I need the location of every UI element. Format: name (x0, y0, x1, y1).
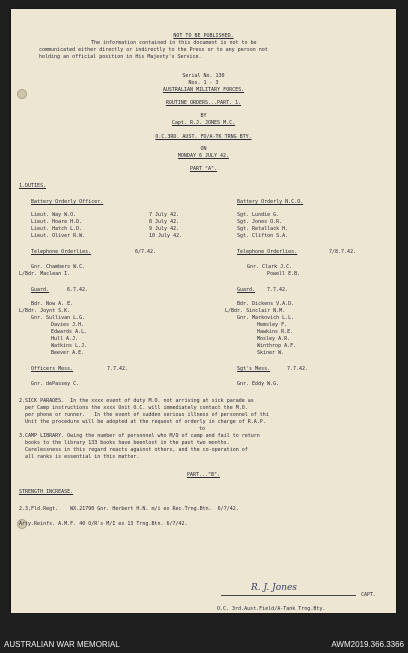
force-name: AUSTRALIAN MILITARY FORCES. (162, 87, 245, 93)
camp-library-text: 3.CAMP LIBRARY. Owing the number of personnel who M/O of camp and fail to return (19, 433, 260, 439)
notice-line: communicated either directly or indirectly to the Press or to any person not (39, 47, 268, 53)
officers-mess-date: 7.7.42. (107, 366, 129, 372)
mess-orderly: Gnr. dePassey C. (31, 381, 80, 387)
guard-member: Mosley A.R. (257, 336, 291, 342)
archive-footer (0, 614, 408, 653)
guard-member: L/Bdr. Joynt S.K. (19, 308, 71, 314)
guard-member: L/Bdr. Sinclair N.M. (225, 308, 286, 314)
duty-officer-date: 9 July 42. (149, 226, 180, 232)
serial-number: Serial No. 130 (182, 73, 225, 79)
signature-rank: CAPT. (361, 592, 377, 598)
sick-parades-text: per Camp instructions the xxxx Unit O.C. will immediately contact the M.O. (25, 405, 248, 411)
archive-reference: AWM2019.366.3366 (331, 640, 404, 649)
guard-member: Hull A.J. (51, 336, 79, 342)
by-label: BY (200, 113, 207, 119)
duty-officer-date: 8 July 42. (149, 219, 180, 225)
guard-member: Bdr. Now A. E. (31, 301, 74, 307)
part-a-heading: PART "A". (189, 166, 218, 172)
guard-member: Hawkins R.E. (257, 329, 294, 335)
guard-member: Skiner W. (257, 350, 285, 356)
duty-nco-name: Sgt. Lundie G. (237, 212, 280, 218)
on-label: ON (200, 146, 207, 152)
orderly-name: Gnr. Clark J.C. (247, 264, 293, 270)
telephone-orderlies-date: 6/7.42. (135, 249, 157, 255)
section-duties-title: 1.DUTIES. (19, 183, 47, 189)
signature-unit: O.C. 3rd.Aust.Field/A-Tank Trng.Bty. (217, 606, 326, 612)
telephone-orderlies-date: 7/8.7.42. (329, 249, 357, 255)
order-numbers: Nos. 1 - 3 (188, 80, 219, 86)
sergeants-mess-date: 7.7.42. (287, 366, 309, 372)
camp-library-text: books to the library 133 books have beenlost in the past two months. (25, 440, 230, 446)
mess-orderly: Gnr. Eddy W.G. (237, 381, 280, 387)
duty-officer-date: 7 July 42. (149, 212, 180, 218)
notice-line: holding an official position in His Majesty's Service. (39, 54, 202, 60)
orderly-name: Gnr. Chambers W.C. (31, 264, 86, 270)
guard-member: Davies J.H. (51, 322, 85, 328)
battery-orderly-nco-title: Battery Orderly N.C.O. (237, 199, 304, 205)
battery-orderly-officer-title: Battery Orderly Officer. (31, 199, 104, 205)
telephone-orderlies-title: Telephone Orderlies. (237, 249, 298, 255)
notice-line: The information contained in this document is not to be (91, 40, 257, 46)
handwritten-signature: R. J. Jones (251, 583, 297, 593)
duty-nco-name: Sgt. Clifton S.A. (237, 233, 289, 239)
duty-nco-name: Sgt. Retallack H. (237, 226, 289, 232)
guard-date: 7.7.42. (267, 287, 289, 293)
strength-increase-title: STRENGTH INCREASE. (19, 489, 74, 495)
duty-officer-name: Lieut. Hatch L.D. (31, 226, 83, 232)
camp-library-text: Carelessness in this regard reacts against others, and the co-operation of (25, 447, 248, 453)
sick-parades-text: Unit the procedure will be adopted at the request of orderly in charge of R.A.P. (25, 419, 266, 425)
camp-library-text: all ranks is essential in this matter. (25, 454, 140, 460)
duty-nco-name: Sgt. Jones O.R. (237, 219, 283, 225)
sergeants-mess-title: Sgt's Mess. (237, 366, 271, 372)
part-b-heading: PART..."B". (186, 472, 221, 478)
guard-title: Guard. (237, 287, 256, 293)
guard-member: Watkins L.J. (51, 343, 88, 349)
guard-member: Gnr. Sullivan L.G. (31, 315, 86, 321)
duty-officer-name: Lieut. Way W.O. (31, 212, 77, 218)
orders-title: ROUTINE ORDERS...PART. 1. (165, 100, 242, 106)
guard-member: Gnr. Markovich L.L. (237, 315, 295, 321)
document-page (11, 9, 396, 613)
guard-title: Guard. (31, 287, 50, 293)
sick-parades-text: 2.SICK PARADES. In the xxxx event of duty M.O. not arriving at sick parade as (19, 398, 254, 404)
sick-parades-text: per phone or runner. In the event of sudden serious illness of personnel of thi (25, 412, 269, 418)
signature-line (221, 595, 356, 596)
orderly-name: L/Bdr. Maclean I. (19, 271, 71, 277)
orderly-name: Powell E.B. (267, 271, 301, 277)
guard-member: Winthrop A.F. (257, 343, 297, 349)
guard-member: Hemsley F. (257, 322, 288, 328)
strength-entry: 2.3,Fld.Regt. WX.21790 Gnr. Herbert H.N. m/i ex Rec.Trng.Btn. 6/7/42. (19, 506, 239, 512)
classification-heading: NOT TO BE PUBLISHED. (173, 33, 234, 39)
commanding-officer: Capt. R.J. JONES M.C. (171, 120, 236, 126)
guard-date: 6.7.42. (67, 287, 89, 293)
order-date: MONDAY 6 JULY 42. (177, 153, 230, 159)
duty-officer-name: Lieut. Oliver R.W. (31, 233, 86, 239)
archive-name: AUSTRALIAN WAR MEMORIAL (4, 640, 120, 649)
duty-officer-name: Lieut. Hoare H.D. (31, 219, 83, 225)
inserted-word: to (199, 426, 206, 432)
guard-member: Edwards A.L. (51, 329, 88, 335)
strength-entry: Arty.Reinfs. A.M.F. 40 O/R's M/I ex 13 Trng.Btn. 6/7/42. (19, 521, 188, 527)
guard-member: Beever A.E. (51, 350, 85, 356)
guard-member: Bdr. Dickens V.A.D. (237, 301, 295, 307)
duty-officer-date: 10 July 42. (149, 233, 183, 239)
officers-mess-title: Officers Mess. (31, 366, 74, 372)
telephone-orderlies-title: Telephone Orderlies. (31, 249, 92, 255)
unit-name: O.C.3RD. AUST. FD/A-TK TRNG BTY. (155, 134, 252, 140)
